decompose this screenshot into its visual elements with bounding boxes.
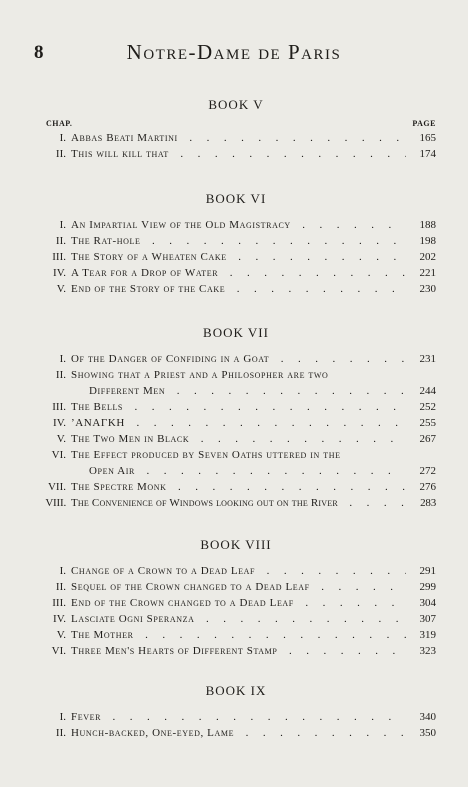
toc-entry bbox=[36, 351, 436, 367]
page-ref: 299 bbox=[419, 581, 436, 593]
running-head: Notre-Dame de Paris bbox=[126, 40, 342, 64]
chapter-title: Abbas Beati Martini . . bbox=[71, 130, 406, 146]
chapter-number: VIII. bbox=[45, 497, 66, 509]
chapter-number: V. bbox=[56, 629, 66, 641]
chapter-title: End of the Crown changed to a Dead Leaf . . bbox=[71, 595, 406, 611]
chapter-number: VI. bbox=[51, 449, 66, 461]
chapter-title-continuation: Open Air . . bbox=[71, 463, 406, 479]
chapter-title: An Impartial View of the Old Magistracy . . bbox=[71, 217, 406, 233]
chapter-number: VII. bbox=[47, 481, 66, 493]
chapter-number: V. bbox=[56, 433, 66, 445]
page-ref: 255 bbox=[419, 417, 436, 429]
toc-entry bbox=[36, 725, 436, 741]
page-ref: 276 bbox=[419, 481, 436, 493]
page-ref: 188 bbox=[419, 219, 436, 231]
chapter-title: This will kill that . . bbox=[71, 146, 406, 162]
chapter-title-continuation: Different Men . . bbox=[71, 383, 406, 399]
toc-entry bbox=[36, 130, 436, 146]
page-ref: 340 bbox=[419, 711, 436, 723]
page-ref: 244 bbox=[419, 385, 436, 397]
toc-entry bbox=[36, 281, 436, 297]
page-heading: PAGE bbox=[412, 119, 436, 128]
toc-entry bbox=[36, 595, 436, 611]
page-ref: 230 bbox=[419, 283, 436, 295]
page-ref: 283 bbox=[420, 497, 436, 509]
chapter-title: The Bells . . bbox=[71, 399, 406, 415]
page-ref: 252 bbox=[419, 401, 436, 413]
book-section bbox=[36, 683, 436, 741]
toc-entry bbox=[36, 563, 436, 579]
chapter-number: I. bbox=[59, 353, 66, 365]
chapter-number: I. bbox=[59, 711, 66, 723]
toc-entry-continuation bbox=[36, 383, 436, 399]
chapter-title: The Two Men in Black . . bbox=[71, 431, 406, 447]
chapter-title: A Tear for a Drop of Water . . bbox=[71, 265, 406, 281]
chapter-number: II. bbox=[55, 581, 66, 593]
chapter-title: Three Men's Hearts of Different Stamp . . bbox=[71, 643, 406, 659]
chapter-title: ʼΑΝΑΓΚΗ . . bbox=[71, 415, 406, 431]
chapter-title: Change of a Crown to a Dead Leaf . . bbox=[71, 563, 406, 579]
toc-entry bbox=[36, 495, 436, 511]
page-ref: 272 bbox=[419, 465, 436, 477]
page-ref: 307 bbox=[419, 613, 436, 625]
page-number: 8 bbox=[34, 42, 44, 63]
chapter-number: IV. bbox=[53, 267, 66, 279]
chapter-number: V. bbox=[56, 283, 66, 295]
chapter-title: The Spectre Monk . . bbox=[71, 479, 406, 495]
chapter-title: Hunch-backed, One-eyed, Lame . . bbox=[71, 725, 406, 741]
book-section bbox=[36, 97, 436, 162]
page-ref: 267 bbox=[419, 433, 436, 445]
chapter-title: Fever . . bbox=[71, 709, 406, 725]
page-ref: 291 bbox=[419, 565, 436, 577]
toc-entry bbox=[36, 217, 436, 233]
chapter-number: II. bbox=[55, 369, 66, 381]
chapter-number: IV. bbox=[53, 417, 66, 429]
toc-entry bbox=[36, 233, 436, 249]
toc-entry bbox=[36, 415, 436, 431]
chapter-number: II. bbox=[55, 148, 66, 160]
book-section bbox=[36, 325, 436, 511]
toc-entry bbox=[36, 709, 436, 725]
toc-entry bbox=[36, 265, 436, 281]
chapter-number: III. bbox=[52, 251, 66, 263]
toc-entry bbox=[36, 431, 436, 447]
toc-entry bbox=[36, 146, 436, 162]
book-title: BOOK IX bbox=[205, 683, 267, 698]
page-ref: 174 bbox=[419, 148, 436, 160]
chapter-number: II. bbox=[55, 727, 66, 739]
chapter-number: I. bbox=[59, 219, 66, 231]
book-title: BOOK VII bbox=[203, 325, 269, 340]
chapter-title: Of the Danger of Confiding in a Goat . . bbox=[71, 351, 406, 367]
page-ref: 323 bbox=[419, 645, 436, 657]
chapter-title: The Effect produced by Seven Oaths uttered in the bbox=[71, 449, 341, 461]
toc-entry bbox=[36, 249, 436, 265]
book-section bbox=[36, 537, 436, 659]
toc-entry bbox=[36, 367, 436, 383]
chapter-number: I. bbox=[59, 565, 66, 577]
chapter-title: The Story of a Wheaten Cake . . bbox=[71, 249, 406, 265]
book-title: BOOK V bbox=[208, 97, 264, 112]
page-ref: 165 bbox=[419, 132, 436, 144]
page-ref: 350 bbox=[419, 727, 436, 739]
page-ref: 231 bbox=[419, 353, 436, 365]
toc-entry bbox=[36, 399, 436, 415]
chapter-number: VI. bbox=[51, 645, 66, 657]
chapter-title: Sequel of the Crown changed to a Dead Leaf . . bbox=[71, 579, 406, 595]
chapter-number: II. bbox=[55, 235, 66, 247]
chapter-title: End of the Story of the Cake . . bbox=[71, 281, 406, 297]
page-ref: 319 bbox=[419, 629, 436, 641]
book-title: BOOK VI bbox=[205, 191, 267, 206]
chapter-title: The Rat-hole . . bbox=[71, 233, 406, 249]
toc-entry bbox=[36, 579, 436, 595]
book-title: BOOK VIII bbox=[200, 537, 272, 552]
page-ref: 202 bbox=[419, 251, 436, 263]
toc-entry bbox=[36, 479, 436, 495]
page-ref: 221 bbox=[419, 267, 436, 279]
chapter-title: Showing that a Priest and a Philosopher are two bbox=[71, 369, 329, 381]
chapter-title: Lasciate Ogni Speranza . . bbox=[71, 611, 406, 627]
toc-entry bbox=[36, 627, 436, 643]
chapter-number: III. bbox=[52, 597, 66, 609]
page-ref: 198 bbox=[419, 235, 436, 247]
book-section bbox=[36, 191, 436, 297]
chapter-number: I. bbox=[59, 132, 66, 144]
chapter-number: III. bbox=[52, 401, 66, 413]
toc-entry bbox=[36, 611, 436, 627]
toc-entry-continuation bbox=[36, 463, 436, 479]
chapter-number: IV. bbox=[53, 613, 66, 625]
column-heads bbox=[36, 119, 436, 130]
toc-entry bbox=[36, 447, 436, 463]
chapter-title: The Mother . . bbox=[71, 627, 406, 643]
page-ref: 304 bbox=[419, 597, 436, 609]
chap-heading: CHAP. bbox=[46, 119, 73, 128]
toc-entry bbox=[36, 643, 436, 659]
chapter-title: The Convenience of Windows looking out on the River . . bbox=[71, 495, 406, 511]
